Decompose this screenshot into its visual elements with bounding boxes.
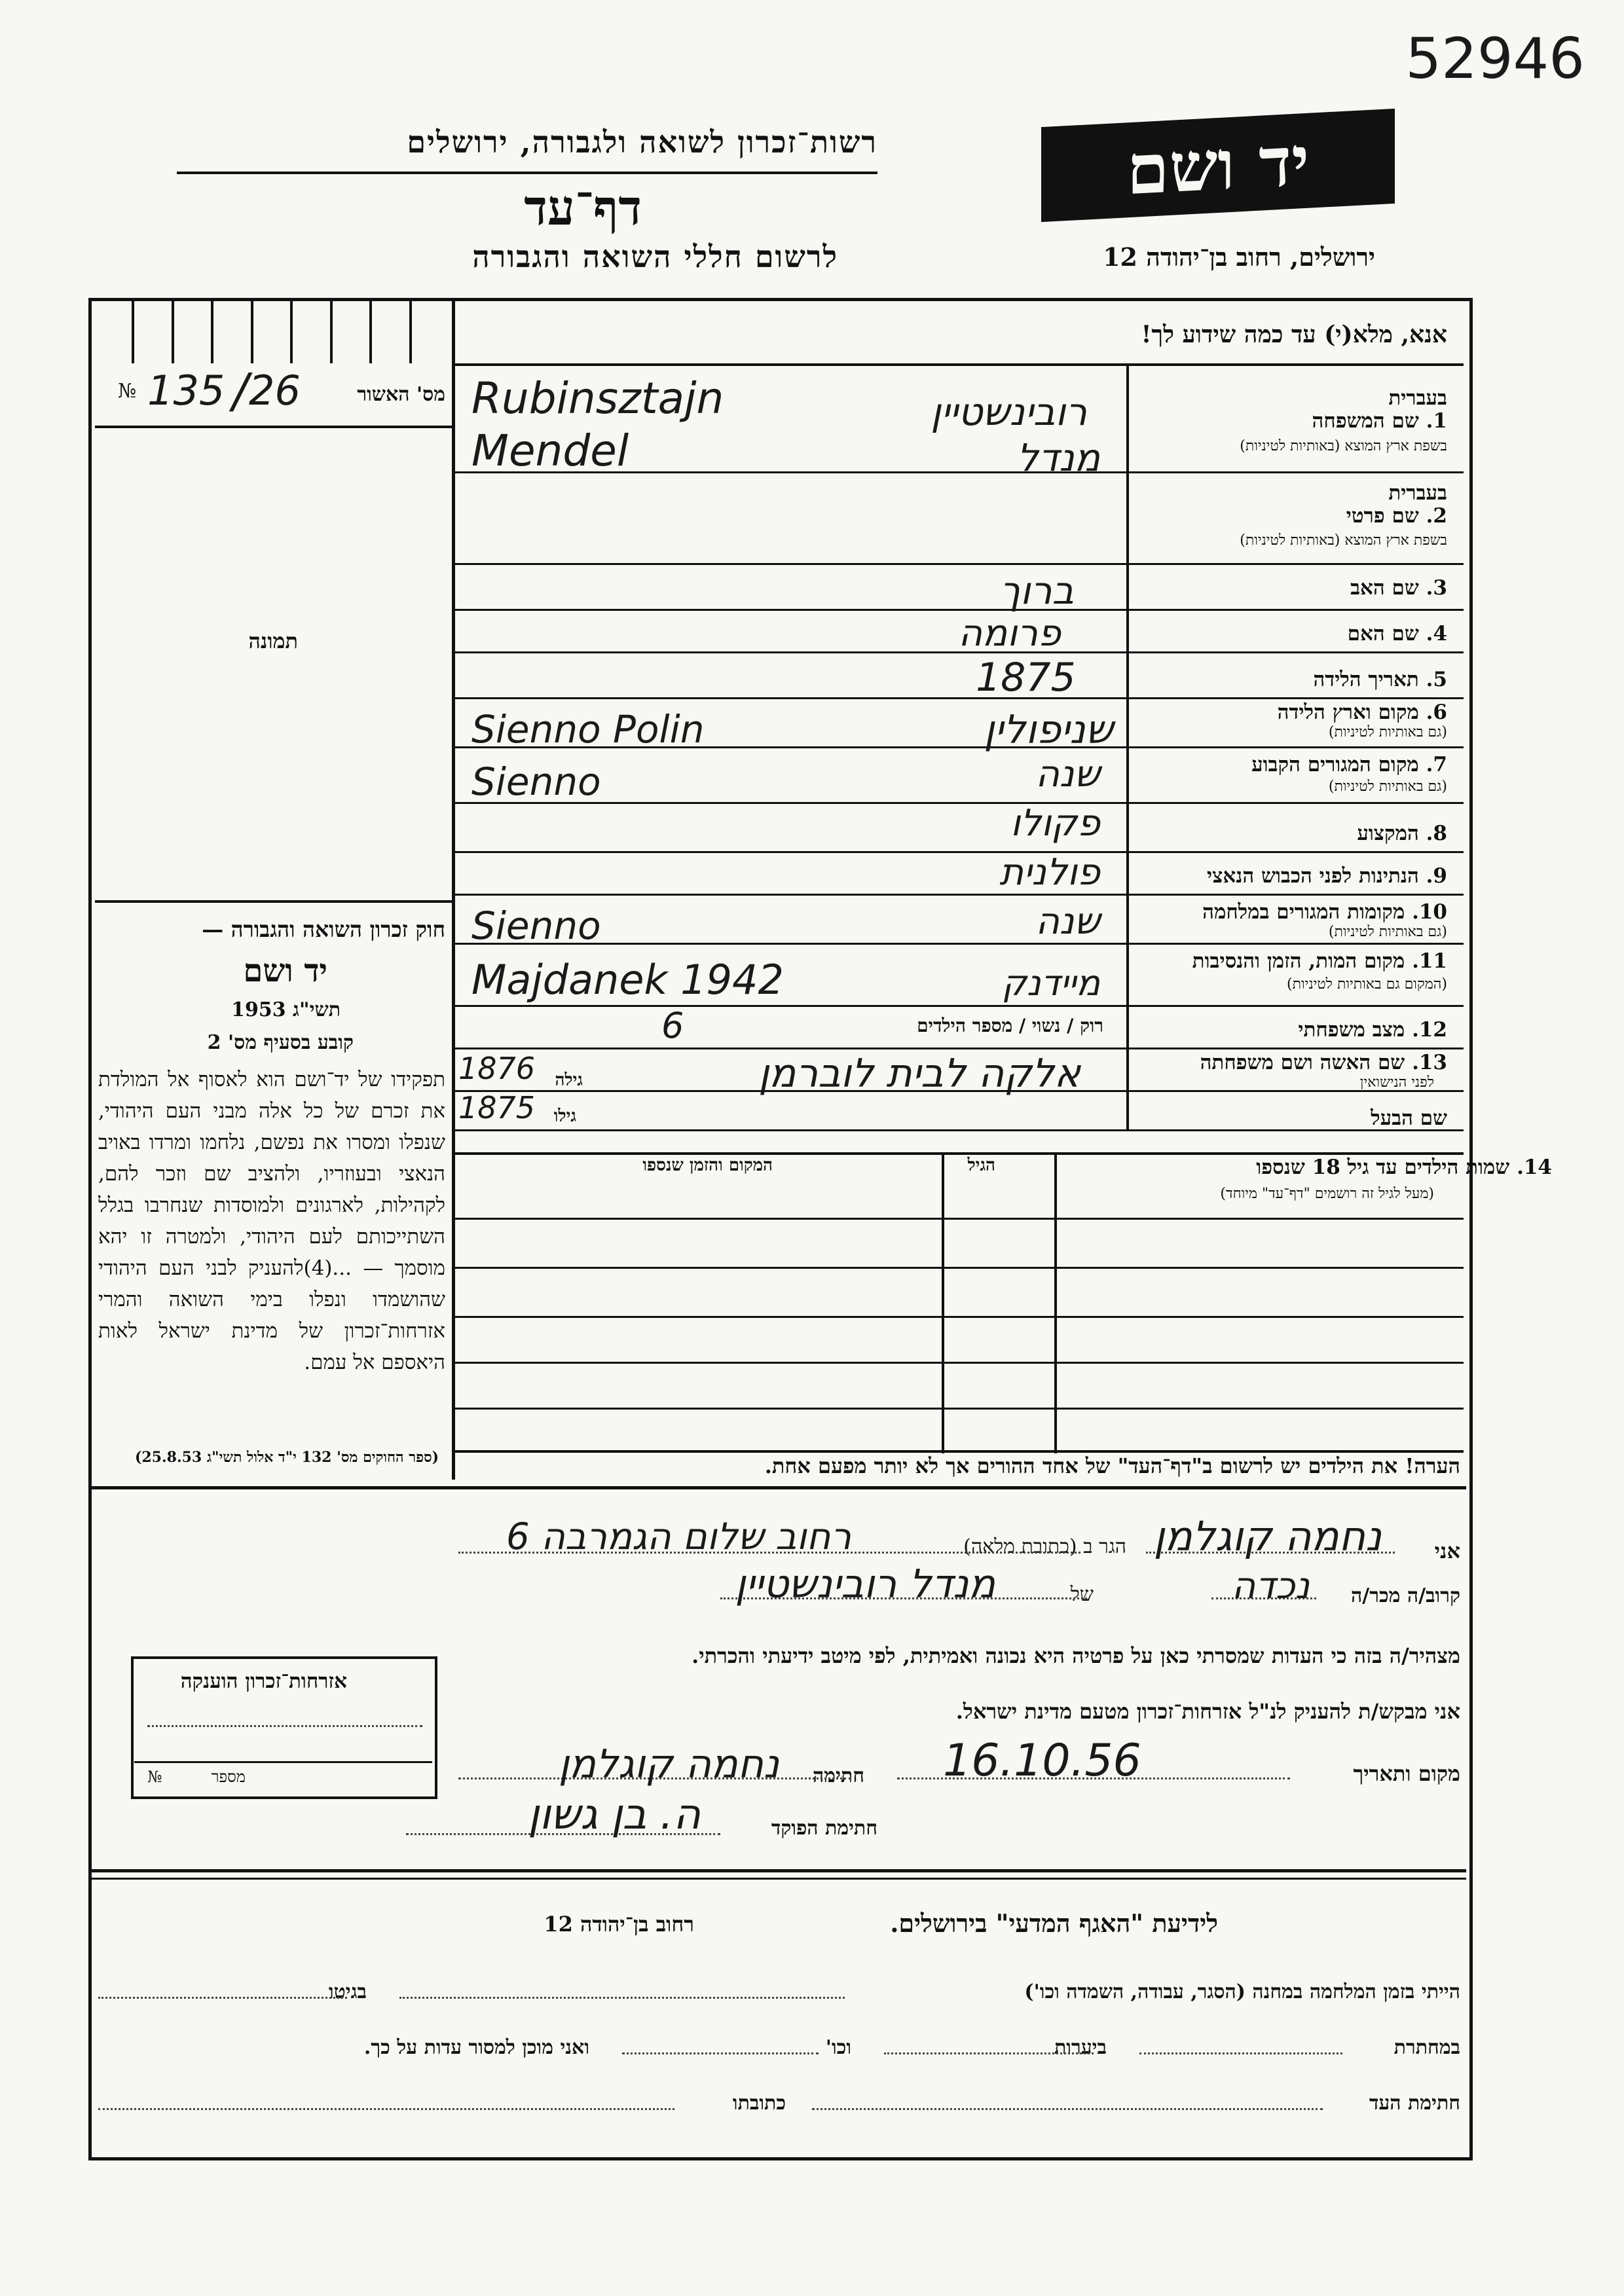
field-6-number: 6. [1426, 701, 1447, 724]
officer-label: חתימת הפוקד [771, 1817, 877, 1840]
yad-vashem-logo: יד ושם [1041, 109, 1395, 222]
field-5-number: 5. [1426, 668, 1447, 691]
field-12-label-group [1298, 1018, 1447, 1042]
field-7-number: 7. [1426, 753, 1447, 776]
field-3-number: 3. [1426, 576, 1447, 600]
field-1-hebrew-value: רובינשטיין [931, 390, 1087, 434]
field-10-hebrew-value: שנה [1035, 900, 1100, 943]
bottom-notice-address: רחוב בן־יהודה 12 [544, 1912, 694, 1937]
approval-value-a: 135 [147, 367, 225, 414]
field-2-lang: בעברית [1388, 481, 1447, 505]
field-12-label: מצב משפחתי [1298, 1018, 1405, 1042]
field-1-latin-value: Rubinsztajn [471, 373, 724, 424]
row-rule-5 [452, 697, 1464, 699]
col-place-header: המקום והזמן שנספו [642, 1156, 773, 1175]
husband-age-label: גילו [553, 1106, 576, 1126]
signature-label: חתימה [813, 1764, 864, 1787]
field-13-label: שם האשה ושם משפחתה [1200, 1051, 1405, 1074]
field-11-label-group [1192, 949, 1447, 973]
photo-label: תמונה [248, 629, 298, 653]
field-2-note: בשפת ארץ המוצא (באותיות לטיניות) [1240, 532, 1447, 549]
law-name: יד ושם [243, 953, 327, 989]
bottom-rule-2 [88, 1878, 1466, 1880]
field-4-value: פרומה [958, 612, 1061, 655]
field-6-latin-value: Sienno Polin [471, 707, 705, 752]
field-4-label-group [1348, 622, 1447, 646]
row-rule-9 [452, 894, 1464, 896]
citizenship-no-symbol: № [147, 1768, 162, 1786]
children-row-4 [452, 1362, 1464, 1364]
field-7-hebrew-value: שנה [1035, 753, 1100, 795]
field-2-hebrew-value: מנדל [1016, 435, 1100, 480]
decl-i-value: נחמה קוגלמן [1153, 1512, 1382, 1560]
bottom-ready: ואני מוכן למסור עדות על כך. [363, 2036, 589, 2059]
field-4-number: 4. [1426, 622, 1447, 646]
field-7-label: מקום המגורים הקבוע [1251, 753, 1419, 776]
field-8-label-group [1357, 822, 1447, 845]
children-row-5 [452, 1408, 1464, 1410]
photo-rule [95, 900, 452, 903]
field-5-label-group [1313, 668, 1447, 691]
children-row-2 [452, 1267, 1464, 1269]
field-8-number: 8. [1426, 822, 1447, 845]
bottom-camp-line [399, 1997, 845, 1999]
citizenship-line-1 [147, 1725, 422, 1727]
decl-relation-label: קרוב/ה מכר/ה [1351, 1584, 1460, 1607]
bottom-underground-line [1139, 2052, 1342, 2054]
bottom-ghetto-line [98, 1997, 347, 1999]
archive-number: 52946 [1405, 26, 1585, 92]
field-11-label: מקום המות, הזמן והנסיבות [1192, 949, 1405, 973]
field-2-latin-value: Mendel [471, 426, 629, 476]
row-rule-15 [452, 1152, 1464, 1155]
col-age-header: הגיל [967, 1156, 995, 1175]
bottom-address: כתובתו [732, 2092, 786, 2115]
approval-label: מס' האשור [357, 383, 445, 406]
citizenship-title: אזרחות־זכרון הוענקה [180, 1669, 347, 1693]
field-12-children-value: 6 [661, 1005, 684, 1046]
field-6-label: מקום וארץ הלידה [1277, 701, 1419, 724]
row-rule-2 [452, 563, 1464, 565]
wife-name-value: אלקה לבית לוברמן [758, 1051, 1080, 1097]
field-6-label-group [1278, 701, 1447, 724]
field-1-lang: בעברית [1388, 386, 1447, 410]
field-6-note: (גם באותיות לטיניות) [1328, 724, 1447, 740]
field-12-options: רוק / נשוי / מספר הילדים [917, 1015, 1103, 1036]
bottom-underground: במחתרת [1393, 2036, 1460, 2059]
field-11-latin-value: Majdanek 1942 [471, 956, 784, 1004]
officer-value: ה. בן גשון [528, 1791, 701, 1839]
law-reference: (ספר החוקים מס' 132 י"ד אלול תשי"ג 25.8.53) [134, 1449, 439, 1466]
field-3-value: ברוך [999, 568, 1074, 613]
children-number: 14. [1517, 1156, 1552, 1179]
field-8-value: פקולו [1010, 802, 1100, 845]
tick-strip [95, 301, 449, 363]
law-year: תשי"ג 1953 [231, 998, 341, 1021]
bottom-ghetto: בגיטו [328, 1980, 367, 2003]
approval-value-b: 26 [249, 367, 301, 414]
bottom-witness-line [812, 2108, 1323, 2110]
bottom-address-line [98, 2108, 674, 2110]
field-4-label: שם האם [1347, 622, 1419, 646]
bottom-etc: וכו' [825, 2036, 851, 2059]
left-column-divider [452, 301, 455, 1480]
signature-value: נחמה קוגלמן [558, 1741, 779, 1787]
decl-statement: מצהיר/ה בזה כי העדות שמסרתי כאן על פרטיה היא נכונה ואמיתית, לפי מיטב ידיעתי והכרתי. [692, 1643, 1460, 1668]
field-11-hebrew-value: מיידנק [1001, 962, 1100, 1004]
decl-resides-label: הגר ב (כתובת מלאה) [963, 1535, 1126, 1558]
field-11-note: (המקום גם באותיות לטיניות) [1287, 976, 1447, 993]
row-rule-10 [452, 943, 1464, 945]
form-title: דף־עד [524, 180, 642, 236]
field-3-label-group [1350, 576, 1447, 600]
decl-i-label: אני [1434, 1539, 1460, 1563]
field-9-value: פולנית [999, 851, 1100, 894]
header-address: ירושלים, רחוב בן־יהודה 12 [1103, 242, 1375, 272]
bottom-line1: הייתי בזמן המלחמה במחנה (הסגר, עבודה, השמדה וכו') [1024, 1980, 1460, 2003]
field-10-number: 10. [1412, 900, 1447, 924]
field-7-latin-value: Sienno [471, 759, 601, 804]
bottom-rule-1 [88, 1869, 1466, 1872]
row-rule-12 [452, 1048, 1464, 1049]
field-12-number: 12. [1412, 1018, 1447, 1042]
field-9-label: הנתינות לפני הכבוש הנאצי [1207, 864, 1419, 888]
decl-request: אני מבקש/ת להעניק לנ"ל אזרחות־זכרון מטעם מדינת ישראל. [955, 1699, 1460, 1724]
field-1-note: בשפת ארץ המוצא (באותיות לטיניות) [1240, 438, 1447, 454]
husband-age-value: 1875 [458, 1090, 536, 1125]
row-rule-3 [452, 609, 1464, 611]
field-2-number: 2. [1426, 504, 1447, 528]
place-date-label: מקום ותאריך [1353, 1761, 1460, 1786]
row-rule-4 [452, 651, 1464, 653]
field-1-label-group [1312, 409, 1447, 433]
field-2-label: שם פרטי [1346, 504, 1419, 528]
field-9-number: 9. [1426, 864, 1447, 888]
law-clause: קובע בסעיף מס' 2 [207, 1031, 354, 1054]
field-10-label-group [1202, 900, 1447, 924]
field-5-value: 1875 [976, 655, 1076, 701]
field-10-latin-value: Sienno [471, 903, 601, 948]
field-2-label-group [1346, 504, 1447, 528]
children-row-3 [452, 1316, 1464, 1318]
decl-of-value: מנדל רובינשטיין [735, 1561, 995, 1607]
bottom-forests-line [884, 2052, 1094, 2054]
form-subtitle: לרשום חללי השואה והגבורה [472, 239, 838, 274]
remark: הערה! את הילדים יש לרשום ב"דף־העד" של אחד ההורים אך לא יותר מפעם אחת. [764, 1453, 1460, 1478]
husband-label: שם הבעל [1371, 1106, 1447, 1130]
wife-age-value: 1876 [458, 1051, 536, 1086]
children-label-group [1256, 1156, 1552, 1179]
children-row-6 [452, 1450, 1464, 1453]
date-value: 16.10.56 [943, 1735, 1141, 1787]
approval-slash: / [232, 363, 249, 418]
bottom-witness-sig: חתימת העד [1369, 2092, 1460, 2115]
field-9-label-group [1207, 864, 1447, 888]
row-rule-8 [452, 851, 1464, 853]
bottom-forests: ביערות [1054, 2036, 1107, 2059]
decl-relation-value: נכדה [1231, 1565, 1310, 1607]
children-row-1 [452, 1218, 1464, 1220]
decl-resides-value: רחוב שלום הגמרבה 6 [506, 1516, 851, 1558]
law-title: חוק זכרון השואה והגבורה — [202, 917, 445, 942]
field-13-note: לפני הנישואין [1359, 1074, 1434, 1091]
remark-rule [88, 1486, 1466, 1489]
citizenship-divider [134, 1761, 432, 1763]
row-rule-14 [452, 1129, 1464, 1131]
citizenship-number-label: מספר [211, 1768, 246, 1786]
field-7-label-group [1251, 753, 1447, 776]
intro-rule [452, 363, 1464, 366]
law-text: תפקידו של יד־ושם הוא לאסוף אל המולדת את זכרם של כל אלה מבני העם היהודי, שנפלו ומסרו את נפשם, נלחמו ומרדו באויב הנאצי ובעוזריו, ולהציב שם וזכר להם, לקהילות, לארגונים ולמוסדות שנחרבו בגלל השתייכותם לעם היהודי, ולמטרה זו יהא מוסמך — ...(4)להעניק לבני העם היהודי שהושמדו ונפלו בימי השואה והמרי אזרחות־זכרון של מדינת ישראל לאות היאספם אל עמם. [98, 1068, 445, 1374]
field-1-number: 1. [1426, 409, 1447, 433]
field-13-number: 13. [1412, 1051, 1447, 1074]
field-13-label-group [1200, 1051, 1447, 1074]
approval-rule [95, 426, 452, 428]
field-10-note: (גם באותיות לטיניות) [1328, 924, 1447, 940]
field-1-label: שם המשפחה [1312, 409, 1419, 433]
header-rule [177, 172, 877, 174]
field-11-number: 11. [1412, 949, 1447, 973]
bottom-notice: לידיעת "האגף המדעי" בירושלים. [890, 1908, 1218, 1938]
bottom-etc-line [622, 2052, 819, 2054]
field-10-label: מקומות המגורים במלחמה [1202, 900, 1405, 924]
field-8-label: המקצוע [1357, 822, 1419, 845]
field-6-hebrew-value: שניפולין [984, 707, 1113, 753]
intro-text: אנא, מלא(י) עד כמה שידוע לך! [1141, 321, 1447, 348]
children-label: שמות הילדים עד גיל 18 שנספו [1256, 1156, 1510, 1179]
field-5-label: תאריך הלידה [1313, 668, 1419, 691]
decl-of-label: של [1070, 1583, 1094, 1606]
row-rule-11 [452, 1005, 1464, 1007]
approval-no-symbol: № [118, 380, 137, 403]
wife-age-label: גילה [555, 1070, 583, 1090]
field-7-note: (גם באותיות לטיניות) [1328, 778, 1447, 795]
children-note: (מעל לגיל זה רושמים "דף־עד" מיוחד) [1220, 1186, 1434, 1202]
field-3-label: שם האב [1350, 576, 1419, 600]
authority-title: רשות־זכרון לשואה ולגבורה, ירושלים [407, 124, 877, 160]
row-rule-7 [452, 802, 1464, 804]
